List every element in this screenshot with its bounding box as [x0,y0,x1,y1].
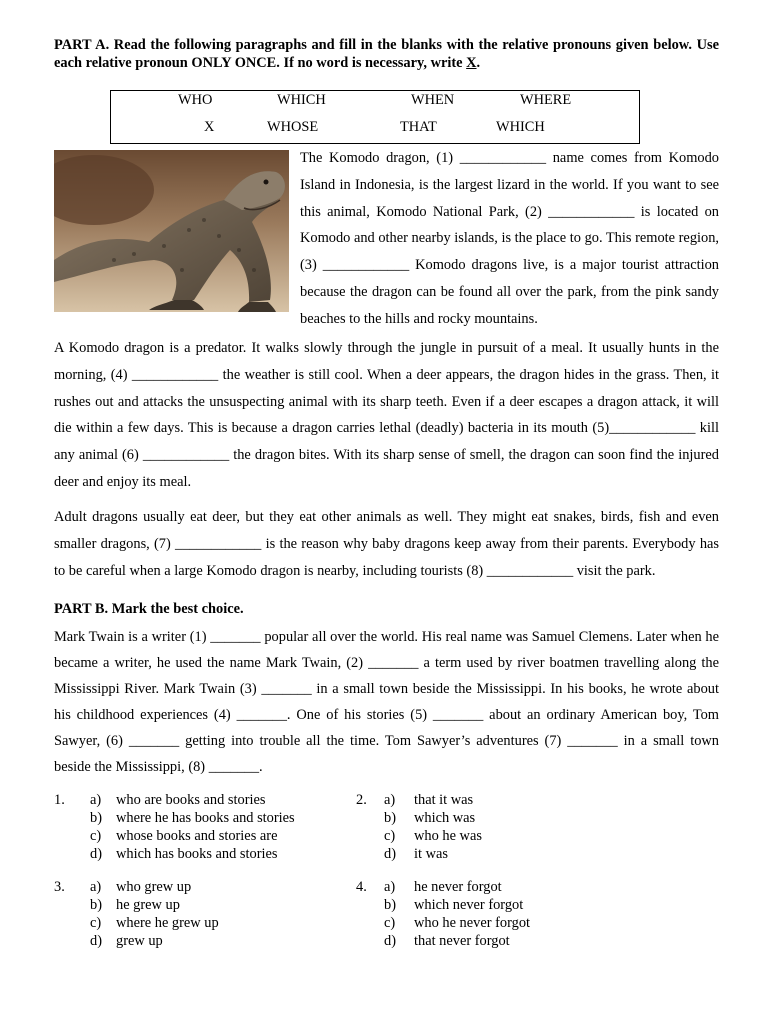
paragraph-komodo-3: Adult dragons usually eat deer, but they eat other animals as well. They might eat snakes, birds, fish and even smaller dragons, (7) ____________ is the reason why baby dragons keep away from their parents. Everybody has to be careful when a large Komodo dragon is nearby, including tourists (8) ____________ visit the park. [54,509,719,579]
option-2a[interactable]: a) that it was [384,792,474,808]
option-1d[interactable]: d) which has books and stories [90,846,278,862]
word-which-2: WHICH [496,119,545,135]
question-number: 1. [54,792,65,808]
option-3c[interactable]: c) where he grew up [90,915,219,931]
word-x: X [204,119,215,135]
part-a-instructions [54,36,719,72]
paragraph-mark-twain: Mark Twain is a writer (1) _______ popular all over the world. His real name was Samuel Clemens. Later when he became a writer, he used the name Mark Twain, (2) _______ a term used by river boatmen travelling along the Mississippi River. Mark Twain (3) _______ in a small town beside the Mississippi. In his books, he wrote about his childhood experiences (4) _______. One of his stories (5) _______ about an ordinary American boy, Tom Sawyer, (6) _______ getting into trouble all the time. Tom Sawyer’s adventures (7) _______ in a small town beside the Mississippi, (8) _______. [54,629,719,775]
question-number: 4. [356,879,367,895]
option-2b[interactable]: b) which was [384,810,476,826]
option-1a[interactable]: a) who are books and stories [90,792,266,808]
part-b-title: PART B. Mark the best choice. [54,601,244,617]
option-3b[interactable]: b) he grew up [90,897,180,913]
instruction-x: X [466,55,477,71]
instruction-end: . [476,55,481,71]
komodo-dragon-photo [54,150,289,312]
paragraph-komodo-1: The Komodo dragon, (1) ____________ name comes from Komodo Island in Indonesia, is the largest lizard in the world. If you want to see this animal, Komodo National Park, (2) ____________ is located on Komodo and other nearby islands, is the place to go. This remote region, (3) ____________ Komodo dragons live, is a major tourist attraction because the dragon can be found all over the park, from the pink sandy beaches to the hills and rocky mountains. [300,150,719,327]
option-4c[interactable]: c) who he never forgot [384,915,531,931]
option-1c[interactable]: c) whose books and stories are [90,828,278,844]
word-when: WHEN [411,92,455,108]
word-whose: WHOSE [267,119,319,135]
word-who: WHO [178,92,213,108]
word-that: THAT [400,119,437,135]
word-box [110,90,640,144]
option-4d[interactable]: d) that never forgot [384,933,510,949]
question-number: 2. [356,792,367,808]
option-4a[interactable]: a) he never forgot [384,879,502,895]
word-which-1: WHICH [277,92,326,108]
option-3a[interactable]: a) who grew up [90,879,192,895]
instruction-text: PART A. Read the following paragraphs and fill in the blanks with the relative pronouns given below. Use each relative pronoun ONLY ONCE. If no word is necessary, write [54,37,719,71]
option-2c[interactable]: c) who he was [384,828,482,844]
question-number: 3. [54,879,65,895]
option-4b[interactable]: b) which never forgot [384,897,524,913]
word-where: WHERE [520,92,572,108]
option-1b[interactable]: b) where he has books and stories [90,810,295,826]
paragraph-komodo-2: A Komodo dragon is a predator. It walks slowly through the jungle in pursuit of a meal. It usually hunts in the morning, (4) ____________ the weather is still cool. When a deer appears, the dragon hides in the grass. Then, it rushes out and attacks the unsuspecting animal with its sharp teeth. Even if a deer escapes a dragon attack, it will die within a few days. This is because a dragon carries lethal (deadly) bacteria in its mouth (5)____________ kill any animal (6) ____________ the dragon bites. With its sharp sense of smell, the dragon can soon find the injured deer and enjoy its meal. [54,340,719,490]
option-3d[interactable]: d) grew up [90,933,163,949]
option-2d[interactable]: d) it was [384,846,448,862]
